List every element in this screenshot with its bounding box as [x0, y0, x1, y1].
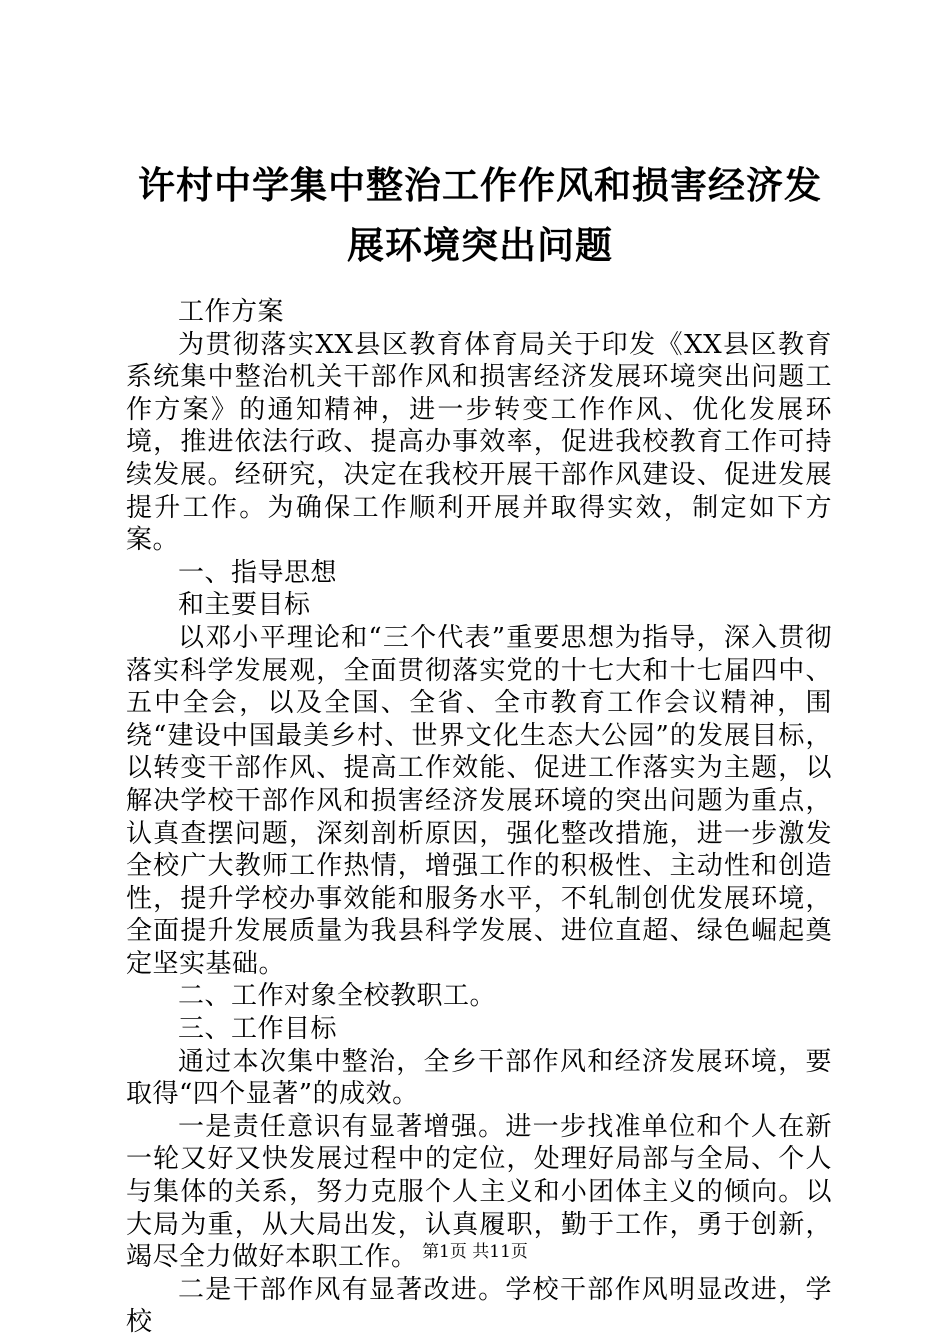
- paragraph: 一、指导思想: [178, 557, 338, 588]
- paragraph: 和主要目标: [178, 590, 311, 621]
- paragraph: 二是干部作风有显著改进。学校干部作风明显改进，学校: [126, 1274, 832, 1338]
- document-body: [126, 296, 832, 1339]
- document-title: 许村中学集中整治工作作风和损害经济发展环境突出问题: [138, 164, 822, 267]
- paragraph: 以邓小平理论和“三个代表”重要思想为指导，深入贯彻落实科学发展观，全面贯彻落实党的十七大和十七届四中、五中全会，以及全国、全省、全市教育工作会议精神，围绕“建设中国最美乡村、世界文化生态大公园”的发展目标，以转变干部作风、提高工作效能、促进工作落实为主题，以解决学校干部作风和损害经济发展环境的突出问题为重点，认真查摆问题，深刻剖析原因，强化整改措施，进一步激发全校广大教师工作热情，增强工作的积极性、主动性和创造性，提升学校办事效能和服务水平，不轧制创优发展环境，全面提升发展质量为我县科学发展、进位直超、绿色崛起奠定坚实基础。: [126, 622, 832, 979]
- paragraph: 三、工作目标: [178, 1014, 338, 1045]
- paragraph: 一是责任意识有显著增强。进一步找准单位和个人在新一轮又好又快发展过程中的定位，处理好局部与全局、个人与集体的关系，努力克服个人主义和小团体主义的倾向。以大局为重，从大局出发，认真履职，勤于工作，勇于创新，竭尽全力做好本职工作。: [126, 1111, 832, 1273]
- paragraph: 二、工作对象全校教职工。: [178, 981, 497, 1012]
- paragraph: 工作方案: [178, 297, 285, 327]
- paragraph: 为贯彻落实XX县区教育体育局关于印发《XX县区教育系统集中整治机关干部作风和损害经济发展环境突出问题工作方案》的通知精神，进一步转变工作作风、优化发展环境，推进依法行政、提高办事效率，促进我校教育工作可持续发展。经研究，决定在我校开展干部作风建设、促进发展提升工作。为确保工作顺利开展并取得实效，制定如下方案。: [126, 329, 832, 556]
- page-footer: 第1页 共11页: [422, 1242, 528, 1262]
- paragraph: 通过本次集中整治，全乡干部作风和经济发展环境，要取得“四个显著”的成效。: [126, 1046, 832, 1110]
